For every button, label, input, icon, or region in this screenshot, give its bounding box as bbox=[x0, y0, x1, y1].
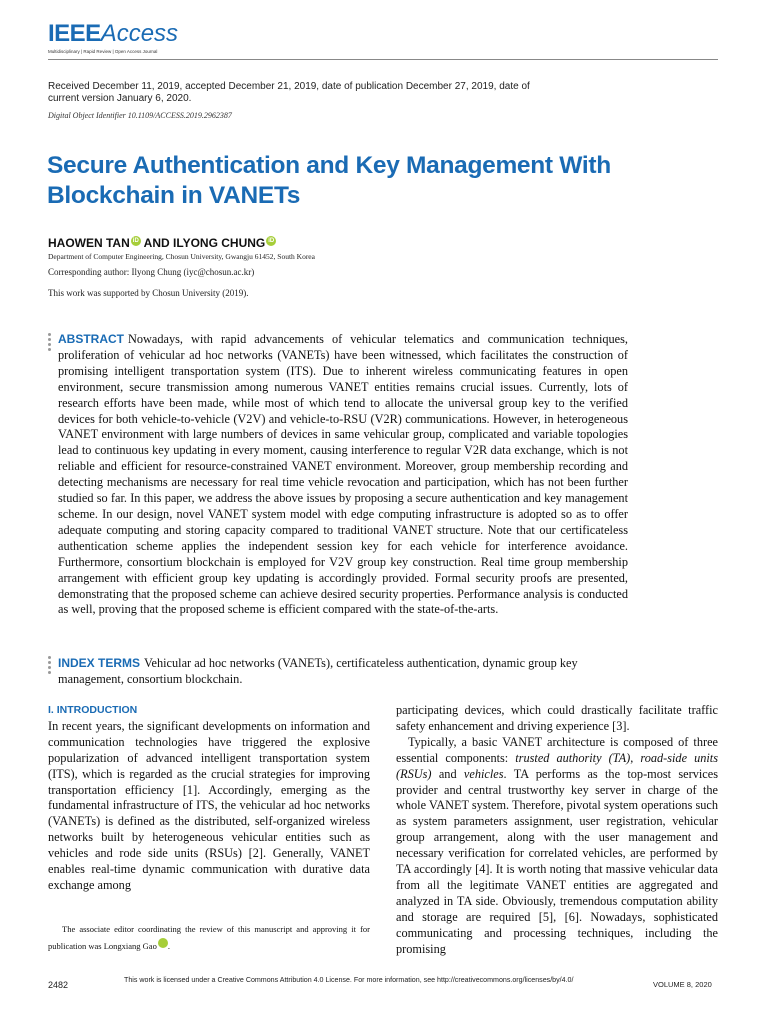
abstract-label: ABSTRACT bbox=[58, 332, 124, 346]
section-heading: I. INTRODUCTION bbox=[48, 704, 138, 716]
received-dates: Received December 11, 2019, accepted December 21, 2019, date of publication December 27, 2019, date of current version January 6, 2020. bbox=[48, 81, 530, 104]
term-rsu: road-side units (RSUs) bbox=[396, 750, 718, 781]
journal-logo bbox=[48, 22, 178, 54]
term-ta: trusted authority (TA) bbox=[515, 750, 631, 765]
funding-note: This work was supported by Chosun University (2019). bbox=[48, 288, 249, 298]
intro-paragraph-1-cont: participating devices, which could drastically facilitate traffic safety enhancement and driving experience [3]. bbox=[396, 703, 718, 733]
page-number: 2482 bbox=[48, 980, 69, 990]
authors bbox=[48, 236, 276, 250]
column-left bbox=[48, 703, 370, 894]
license-notice[interactable]: This work is licensed under a Creative Commons Attribution 4.0 License. For more information, see http://creativecommons.org/licenses/by/4.0/ bbox=[124, 976, 574, 984]
header-rule bbox=[48, 59, 718, 60]
journal-tagline: Multidisciplinary | Rapid Review | Open Access Journal bbox=[48, 49, 158, 54]
doi[interactable]: Digital Object Identifier 10.1109/ACCESS.2019.2962387 bbox=[48, 111, 232, 120]
corresponding-author: Corresponding author: Ilyong Chung (iyc@chosun.ac.kr) bbox=[48, 267, 255, 277]
intro-paragraph-2: Typically, a basic VANET architecture is composed of three essential components: trusted authority (TA), road-side units (RSUs) and vehicles. TA performs as the top-most services provider and central trustworthy key server in charge of the whole VANET system. Therefore, pivotal system operations such as system parameters assignment, user registration, vehicular group arrangement, along with the user management and necessary verification for correlated vehicles, are performed by TA accordingly [4]. It is worth noting that massive vehicular data from all the legitimate VANET entities are aggregated and analyzed in TA side. Obviously, tremendous computation ability and storage are required [5], [6]. Nowadays, sophisticated communicating and processing techniques, including the promising bbox=[396, 734, 718, 956]
author-connector: AND bbox=[143, 236, 170, 250]
author-2[interactable]: ILYONG CHUNG bbox=[173, 236, 266, 250]
index-terms-dots-icon bbox=[48, 656, 52, 676]
logo-ieee: IEEE bbox=[48, 20, 101, 47]
volume-info: VOLUME 8, 2020 bbox=[653, 980, 712, 989]
orcid-icon[interactable]: iD bbox=[268, 238, 275, 244]
logo-access: Access bbox=[100, 20, 179, 47]
index-terms bbox=[58, 655, 628, 687]
index-terms-text: Vehicular ad hoc networks (VANETs), certificateless authentication, dynamic group key management, consortium blockchain. bbox=[58, 656, 578, 686]
orcid-icon[interactable]: iD bbox=[158, 938, 168, 948]
author-1[interactable]: HAOWEN TAN bbox=[48, 236, 130, 250]
abstract bbox=[58, 332, 628, 618]
para2-lead: Typically, a basic VANET architecture is composed of three essential components: bbox=[396, 734, 718, 765]
abstract-text: Nowadays, with rapid advancements of vehicular telematics and communication techniques, proliferation of vehicular ad hoc networks (VANETs) have been witnessed, which facilitates the construction of promising intelligent transportation system (ITS). Due to inherent wireless communicating features in open environment, secure transmission among numerous VANET entities remains crucial issues. Currently, lots of research efforts have been made, while most of which tend to allocate the universal group key to the verified devices for both vehicle-to-vehicle (V2V) and vehicle-to-RSU (V2R) communications. However, in heterogeneous VANET environment with large numbers of devices in same vehicular group, complicated and variable topologies lead to continuous key updating in every moment, causing interference to regular V2R data exchange, which is not reliable and efficient for resource-constrained VANET environment. Moreover, group membership recording and detecting mechanisms are necessary for real time vehicle revocation and participation, which has not been further studied so far. In this paper, we address the above issues by proposing a secure authentication and key management scheme. In our design, novel VANET system model with edge computing infrastructure is adopted so as to offer adequate computing and storing capacity compared to traditional VANET structure. Note that our certificateless authentication scheme applies the independent session key for each vehicle for interference avoidance. Furthermore, consortium blockchain is employed for V2V group key construction. Real time group membership arrangement with efficient group key updating is accordingly provided. Formal security proofs are presented, demonstrating that the proposed scheme can achieve desired security properties. Performance analysis is conducted as well, proving that the proposed scheme is efficient compared with the state-of-the-arts. bbox=[58, 332, 628, 617]
paper-title: Secure Authentication and Key Management With Blockchain in VANETs bbox=[47, 152, 611, 209]
affiliation: Department of Computer Engineering, Chosun University, Gwangju 61452, South Korea bbox=[48, 252, 315, 261]
abstract-dots-icon bbox=[48, 333, 52, 353]
index-terms-label: INDEX TERMS bbox=[58, 656, 141, 670]
column-right bbox=[396, 703, 718, 958]
term-vehicles: vehicles bbox=[463, 766, 504, 781]
para2-body: . TA performs as the top-most services provider and central trustworthy key server in charge of the whole VANET system. Therefore, pivotal system operations such as system parameters assignment, user registration, vehicular group arrangement, along with the user management and necessary verification for correlated vehicles, are performed by TA accordingly [4]. It is worth noting that massive vehicular data from all the legitimate VANET entities are aggregated and analyzed in TA side. Obviously, tremendous computation ability and storage are required [5], [6]. Nowadays, sophisticated communicating and processing techniques, including the promising bbox=[396, 766, 718, 956]
orcid-icon[interactable]: iD bbox=[132, 238, 139, 244]
editor-footnote: The associate editor coordinating the review of this manuscript and approving it for publication was Longxiang Gao iD. bbox=[48, 924, 370, 951]
intro-paragraph-1: In recent years, the significant developments on information and communication technologies have triggered the explosive popularization of advanced intelligent transportation system (ITS), which is regarded as the crucial strategies for improving transportation efficiency [1]. Accordingly, emerging as the fundamental infrastructure of ITS, the vehicular ad hoc networks (VANETs) is defined as the distributed, self-organized wireless networks built by heterogeneous vehicular entities such as vehicles and rode side units (RSUs) [2]. Generally, VANET enables real-time dynamic communication with durative data exchange among bbox=[48, 718, 370, 892]
